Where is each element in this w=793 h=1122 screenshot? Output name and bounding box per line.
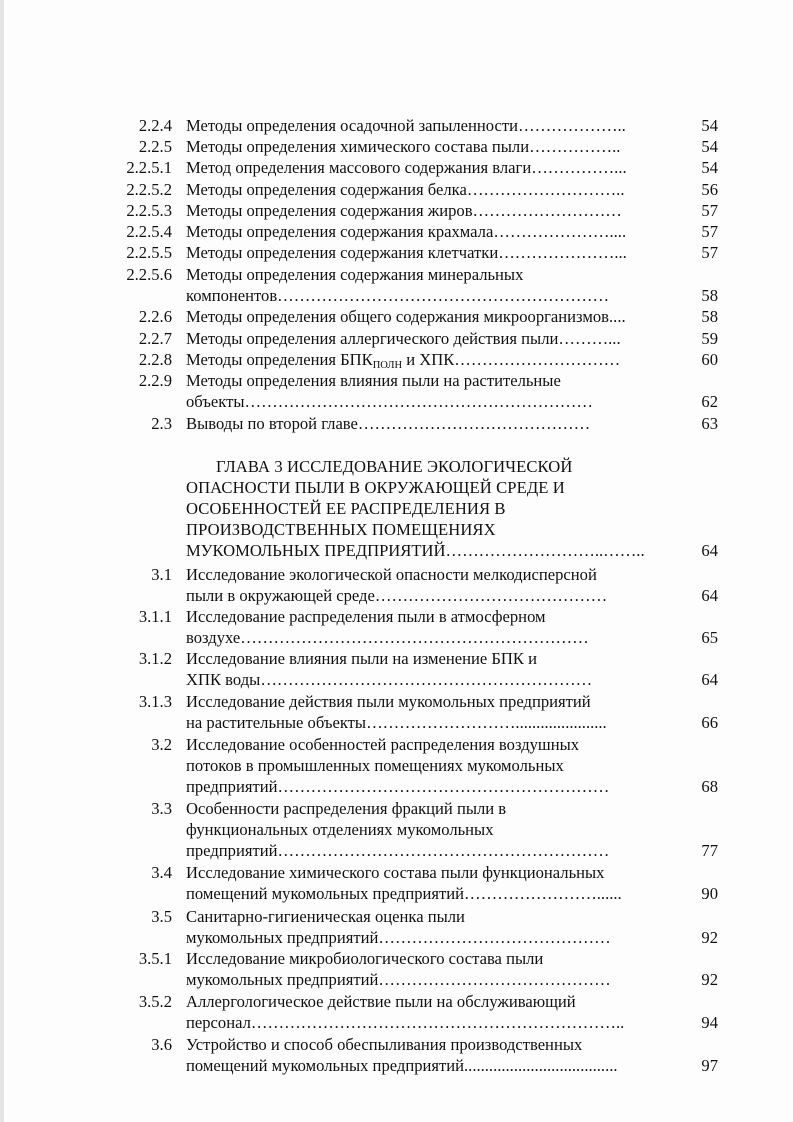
entry-title-line: Санитарно-гигиеническая оценка пыли bbox=[186, 907, 465, 926]
chapter-heading-line: ОСОБЕННОСТЕЙ ЕЕ РАСПРЕДЕЛЕНИЯ В bbox=[186, 499, 506, 518]
dot-leader: ……………………………………………………… bbox=[244, 392, 593, 411]
page-number: 64 bbox=[701, 541, 718, 560]
entry-title-line: Исследование влияния пыли на изменение БПК и bbox=[186, 649, 538, 668]
chapter-heading-line: ГЛАВА 3 ИССЛЕДОВАНИЕ ЭКОЛОГИЧЕСКОЙ bbox=[216, 457, 573, 476]
entry-title-line: потоков в промышленных помещениях мукомольных bbox=[186, 756, 564, 775]
dot-leader: ……………………… bbox=[472, 201, 622, 220]
entry-title-line: Методы определения влияния пыли на растительные bbox=[186, 371, 561, 390]
entry-number: 2.2.8 bbox=[138, 350, 172, 369]
entry-title: Методы определения содержания крахмала bbox=[186, 222, 494, 241]
entry-title: Метод определения массового содержания влаги bbox=[186, 158, 532, 177]
entry-title-suffix: и ХПК bbox=[402, 350, 455, 369]
entry-title-line: Исследование химического состава пыли функциональных bbox=[186, 863, 605, 882]
page-number: 68 bbox=[701, 777, 718, 796]
entry-title-line: Особенности распределения фракций пыли в bbox=[186, 799, 507, 818]
entry-title-line: функциональных отделениях мукомольных bbox=[186, 820, 494, 839]
entry-title: мукомольных предприятий bbox=[186, 928, 379, 947]
dot-leader: …………………………………… bbox=[378, 970, 611, 989]
page-number: 63 bbox=[701, 414, 718, 433]
entry-number: 2.2.6 bbox=[138, 307, 172, 326]
dot-leader: …………………………………… bbox=[357, 414, 591, 433]
dot-leader: …………………………………… bbox=[378, 928, 611, 947]
entry-number: 3.4 bbox=[151, 863, 172, 882]
entry-title-line: Устройство и способ обеспыливания производственных bbox=[186, 1035, 583, 1054]
page-number: 66 bbox=[701, 713, 718, 732]
entry-title: Выводы по второй главе bbox=[186, 414, 358, 433]
entry-title-line: Исследование действия пыли мукомольных предприятий bbox=[186, 692, 591, 711]
page-number: 54 bbox=[701, 116, 718, 135]
dot-leader: ..................................... bbox=[464, 1056, 618, 1075]
entry-title: предприятий bbox=[186, 841, 278, 860]
page-number: 60 bbox=[701, 350, 718, 369]
page-number: 65 bbox=[701, 628, 718, 647]
entry-title-line: Исследование микробиологического состава пыли bbox=[186, 949, 544, 968]
entry-title: помещений мукомольных предприятий bbox=[186, 1056, 465, 1075]
page-number: 54 bbox=[701, 137, 718, 156]
entry-title-line: Исследование особенностей распределения воздушных bbox=[186, 735, 580, 754]
entry-title: Методы определения осадочной запыленности bbox=[186, 116, 518, 135]
entry-number: 3.5 bbox=[151, 907, 172, 926]
entry-number: 2.2.5.2 bbox=[126, 180, 172, 199]
entry-title: мукомольных предприятий bbox=[186, 970, 379, 989]
page-number: 58 bbox=[701, 286, 718, 305]
chapter-heading-line: ОПАСНОСТИ ПЫЛИ В ОКРУЖАЮЩЕЙ СРЕДЕ И bbox=[186, 478, 565, 497]
dot-leader: .... bbox=[609, 307, 626, 326]
entry-title: Методы определения аллергического действия пыли bbox=[186, 329, 559, 348]
entry-number: 3.5.2 bbox=[138, 992, 172, 1011]
entry-title: компонентов bbox=[186, 286, 278, 305]
page-number: 54 bbox=[701, 158, 718, 177]
dot-leader: ………………………… bbox=[454, 350, 621, 369]
entry-number: 2.2.5.1 bbox=[126, 158, 172, 177]
entry-number: 3.1.2 bbox=[138, 649, 172, 668]
entry-title: Методы определения содержания белка bbox=[186, 180, 467, 199]
entry-number: 2.2.5.6 bbox=[126, 265, 172, 284]
dot-leader: ……………………………………………………… bbox=[240, 628, 589, 647]
entry-number: 2.2.7 bbox=[138, 329, 172, 348]
entry-title: Методы определения БПК bbox=[186, 350, 373, 369]
entry-title: объекты bbox=[186, 392, 245, 411]
entry-number: 2.2.9 bbox=[138, 371, 172, 390]
entry-number: 3.6 bbox=[151, 1035, 172, 1054]
page-number: 62 bbox=[701, 392, 718, 411]
entry-number: 3.1.3 bbox=[138, 692, 172, 711]
entry-number: 3.2 bbox=[151, 735, 172, 754]
dot-leader: …………………... bbox=[498, 243, 627, 262]
page-number: 57 bbox=[701, 201, 718, 220]
entry-title: на растительные объекты bbox=[186, 713, 367, 732]
entry-number: 3.5.1 bbox=[138, 949, 172, 968]
dot-leader: ……………………...... bbox=[464, 884, 622, 903]
page-number: 57 bbox=[701, 222, 718, 241]
dot-leader: ……………... bbox=[531, 158, 627, 177]
entry-title: Методы определения химического состава пыли bbox=[186, 137, 530, 156]
page-number: 90 bbox=[701, 884, 718, 903]
page-number: 77 bbox=[701, 841, 718, 860]
entry-title: предприятий bbox=[186, 777, 278, 796]
dot-leader: ………………………..…….. bbox=[445, 541, 645, 560]
dot-leader: ……………………….. bbox=[466, 180, 625, 199]
entry-title: помещений мукомольных предприятий bbox=[186, 884, 465, 903]
entry-number: 2.2.5 bbox=[138, 137, 172, 156]
page-number: 57 bbox=[701, 243, 718, 262]
entry-title: персонал bbox=[186, 1013, 251, 1032]
dot-leader: …………………………………… bbox=[374, 586, 608, 605]
entry-number: 2.3 bbox=[151, 414, 172, 433]
dot-leader: ………………….... bbox=[493, 222, 627, 241]
entry-number: 2.2.5.5 bbox=[126, 243, 172, 262]
chapter-heading-line: ПРОИЗВОДСТВЕННЫХ ПОМЕЩЕНИЯХ bbox=[186, 520, 496, 539]
entry-number: 2.2.4 bbox=[138, 116, 172, 135]
subscript-poln: ПОЛН bbox=[372, 360, 403, 370]
entry-title: Методы определения содержания жиров bbox=[186, 201, 473, 220]
dot-leader: …………….. bbox=[529, 137, 621, 156]
page-number: 58 bbox=[701, 307, 718, 326]
entry-title: воздухе bbox=[186, 628, 241, 647]
entry-title-line: Аллергологическое действие пыли на обслуживающий bbox=[186, 992, 576, 1011]
dot-leader: ………………………...................... bbox=[366, 713, 607, 732]
page-number: 64 bbox=[701, 586, 718, 605]
entry-number: 3.3 bbox=[151, 799, 172, 818]
entry-title: Методы определения содержания клетчатки bbox=[186, 243, 499, 262]
page-number: 56 bbox=[701, 180, 718, 199]
dot-leader: …………………………………………………… bbox=[277, 286, 610, 305]
entry-title-line: Методы определения содержания минеральных bbox=[186, 265, 524, 284]
entry-title: ХПК воды bbox=[186, 670, 261, 689]
page-number: 94 bbox=[701, 1013, 718, 1032]
entry-title-line: Исследование экологической опасности мелкодисперсной bbox=[186, 565, 597, 584]
entry-number: 3.1 bbox=[151, 565, 172, 584]
entry-title: Методы определения общего содержания микроорганизмов bbox=[186, 307, 610, 326]
page-number: 59 bbox=[701, 329, 718, 348]
entry-number: 2.2.5.4 bbox=[126, 222, 172, 241]
entry-title: пыли в окружающей среде bbox=[186, 586, 375, 605]
entry-title-line: Исследование распределения пыли в атмосферном bbox=[186, 607, 546, 626]
entry-number: 3.1.1 bbox=[138, 607, 172, 626]
page-number: 92 bbox=[701, 970, 718, 989]
chapter-3-heading bbox=[186, 456, 718, 561]
dot-leader: ………... bbox=[558, 329, 621, 348]
dot-leader: …………………………………………………… bbox=[277, 841, 610, 860]
page-number: 97 bbox=[701, 1056, 718, 1075]
dot-leader: ……………….. bbox=[517, 116, 626, 135]
page-number: 64 bbox=[701, 670, 718, 689]
dot-leader: …………………………………………………… bbox=[277, 777, 610, 796]
dot-leader: …………………………………………………… bbox=[260, 670, 593, 689]
dot-leader: ………………………………………………………….. bbox=[250, 1013, 625, 1032]
entry-number: 2.2.5.3 bbox=[126, 201, 172, 220]
page-number: 92 bbox=[701, 928, 718, 947]
chapter-heading-last: МУКОМОЛЬНЫХ ПРЕДПРИЯТИЙ bbox=[186, 541, 446, 560]
